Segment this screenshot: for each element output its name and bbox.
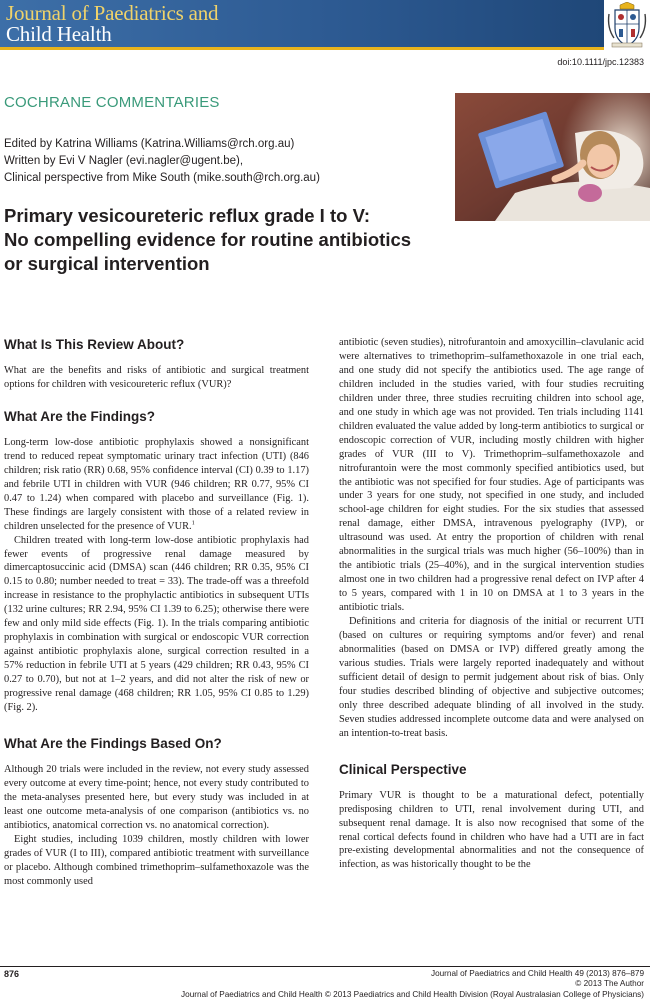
findings-1-text: Long-term low-dose antibiotic prophylaxis showed a nonsignificant trend to reduced repeat symptomatic urinary tract infection (UTI) (846 children; risk ratio (RR) 0.68, 95% confidence interval (CI) 0.39 to 1.17) and febrile UTI in children with VUR (946 children; RR 0.77, 95% CI 0.47 to 1.24) when compared with placebo and surveillance (Fig. 1). These findings are largely consistent with those of a related review in children unselected for the presence of VUR. xyxy=(4,436,309,532)
footer-copyright: © 2013 The Author xyxy=(575,979,644,989)
author-credits xyxy=(4,136,320,187)
journal-masthead xyxy=(0,0,650,52)
paragraph-findings-1 xyxy=(4,436,309,534)
paragraph-based-2: Eight studies, including 1039 children, mostly children with lower grades of VUR (I to III), compared antibiotic treatment with surveillance or placebo. Although combined trimethoprim–sulfamethoxazole was the most commonly used xyxy=(4,833,309,887)
article-title xyxy=(4,204,454,276)
reference-1[interactable]: 1 xyxy=(191,519,195,527)
title-line-3: or surgical intervention xyxy=(4,253,210,274)
child-reading-photo xyxy=(455,93,650,221)
left-column xyxy=(4,336,309,889)
journal-title-line1: Journal of Paediatrics and xyxy=(6,1,219,25)
credit-writer: Written by Evi V Nagler (evi.nagler@ugent.be), xyxy=(4,155,244,167)
paragraph-findings-2: Children treated with long-term low-dose antibiotic prophylaxis had fewer events of progressive renal damage measured by dimercaptosuccinic acid (DMSA) scan (446 children; RR 0.35, 95% CI 0.15 to 0.80; number needed to treat = 33). The trade-off was a threefold increase in resistance to the prophylactic antibiotics in subsequent UTIs (132 urine cultures; RR 2.94, 95% CI 1.39 to 6.25); otherwise there were few and only mild side effects (Fig. 1). In the trials comparing antibiotic prophylaxis in combination with surgical or endoscopic VUR correction against antibiotic prophylaxis alone, surgical correction resulted in a 57% reduction in febrile UTI at 5 years (429 children; RR 0.43, 95% CI 0.27 to 0.70), but not at 1–2 years, and did not alter the risk of new or progressive renal damage (468 children; RR 1.05, 95% CI 0.85 to 1.29) (Fig. 2). xyxy=(4,534,309,714)
footer-citation: Journal of Paediatrics and Child Health 49 (2013) 876–879 xyxy=(430,969,644,978)
page-number: 876 xyxy=(4,969,20,979)
section-tag: COCHRANE COMMENTARIES xyxy=(4,94,220,111)
footer-publisher: Journal of Paediatrics and Child Health © 2013 Paediatrics and Child Health Division (Royal Australasian College of Physicians) xyxy=(181,989,644,999)
journal-title-line2: Child Health xyxy=(6,22,112,46)
paragraph-review-about: What are the benefits and risks of antibiotic and surgical treatment options for children with vesicoureteric reflux (VUR)? xyxy=(4,365,309,390)
paragraph-based-1: Although 20 trials were included in the review, not every study assessed every outcome at every time-point; hence, not every study contributed to the meta-analyses presented here, but every study was included in at least one outcome meta-analysis of one comparison (antibiotics vs. no antibiotics, anatomical correction vs. no anatomical correction). xyxy=(4,763,309,831)
heading-clinical-perspective: Clinical Perspective xyxy=(339,761,467,777)
heading-review-about: What Is This Review About? xyxy=(4,337,185,352)
right-column xyxy=(339,336,644,872)
footer-citation-block xyxy=(181,969,644,1000)
paragraph-continued: antibiotic (seven studies), nitrofurantoin and amoxycillin–clavulanic acid were alternatives to trimethoprim–sulfamethoxazole in one trial each, and one study did not specify the antibiotics used. The age range of children included in the studies varied, with four studies recruiting children under three, three studies recruiting children into school age, and one study in which age was not provided. Ten trials including 1141 children evaluated the value added by long-term antibiotics to surgical or endoscopic correction of VUR, including mostly children with higher grades of VUR (III to V). Trimethoprim–sulfamethoxazole and nitrofurantoin were the most commonly specified antibiotics used, but the antibiotic was not specified for four studies. Age of participants was under 3 years for one study, not specified in one study, and included school-age children for eight studies. For the six studies that assessed renal damage, either DMSA, intravenous pyelography (IVP), or ultrasound was used. At entry the proportion of children with renal abnormalities in the surgical trials was much higher (56–100%) than in the antibiotic trials (25–40%), and in the surgical intervention studies almost one in two children had a progressive renal defect on IVP after 4 to 5 years, compared with 1 in 10 on DMSA at 1 to 3 years in the antibiotic trials. xyxy=(339,337,644,614)
credit-clinical: Clinical perspective from Mike South (mike.south@rch.org.au) xyxy=(4,172,320,184)
paragraph-clinical-perspective: Primary VUR is thought to be a maturational defect, potentially predisposing children to UTI, renal involvement during UTI, and subsequent renal damage. It is also now recognised that some of the renal cortical defects found in children who have had a UTI are in fact pre-existing developmental abnormalities and not the consequence of infection, as was historically thought to be the xyxy=(339,789,644,871)
footer-rule xyxy=(0,966,650,967)
society-crest-icon xyxy=(606,2,648,48)
heading-findings-based-on: What Are the Findings Based On? xyxy=(4,735,222,751)
title-line-1: Primary vesicoureteric reflux grade I to V: xyxy=(4,205,371,226)
heading-findings: What Are the Findings? xyxy=(4,408,155,424)
masthead-gold-rule xyxy=(0,47,604,50)
title-line-2: No compelling evidence for routine antibiotics xyxy=(4,229,412,250)
paragraph-definitions: Definitions and criteria for diagnosis of the initial or recurrent UTI (based on cultures or requiring symptoms and/or fever) and renal abnormalities (based on DMSA or IVP) differed greatly among the various studies. Trials were largely reported inadequately and without sufficient detail of design to permit judgement about risk of bias. Only four studies described blinding of objective and subjective outcomes; only three described adequate blinding of all involved in the study. Seven studies addressed incomplete outcome data and were analysed on an intention-to-treat basis. xyxy=(339,616,644,739)
doi-label[interactable]: doi:10.1111/jpc.12383 xyxy=(557,57,644,67)
credit-editor: Edited by Katrina Williams (Katrina.Williams@rch.org.au) xyxy=(4,138,295,150)
